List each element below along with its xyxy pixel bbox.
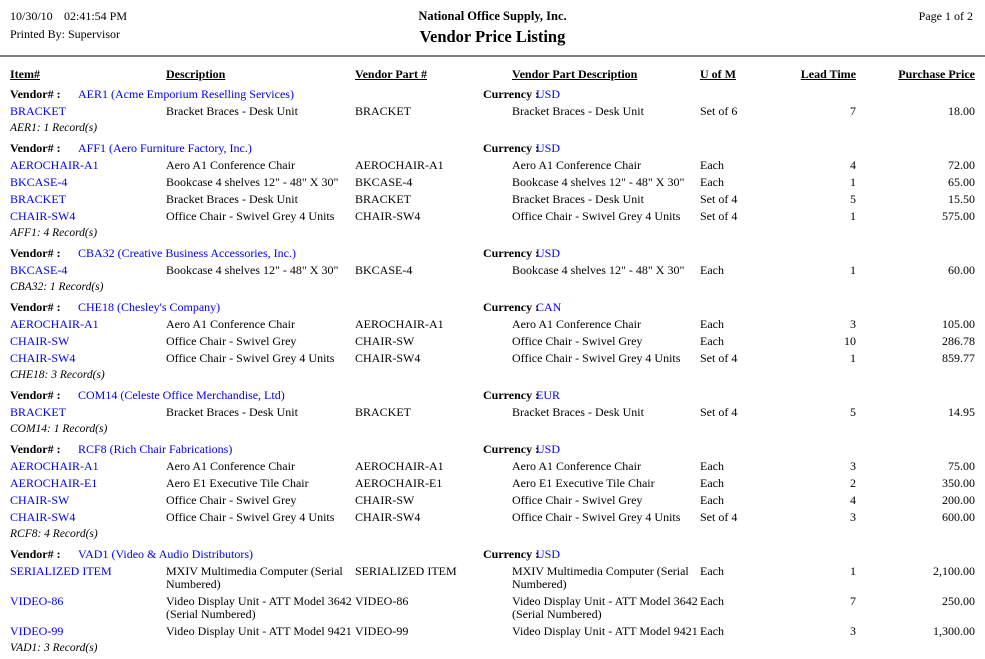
item-description: Aero A1 Conference Chair [166, 459, 295, 473]
lead-time: 3 [850, 317, 856, 331]
vendor-group [0, 389, 985, 440]
item-rows [0, 460, 985, 528]
lead-time: 3 [850, 459, 856, 473]
lead-time: 7 [850, 594, 856, 608]
item-row [0, 159, 985, 176]
purchase-price: 600.00 [942, 510, 975, 524]
item-description: Aero A1 Conference Chair [166, 158, 295, 172]
vendor-part-number: AEROCHAIR-A1 [355, 317, 444, 331]
item-link[interactable]: AEROCHAIR-A1 [10, 158, 99, 172]
item-row [0, 406, 985, 423]
vendor-part-number: SERIALIZED ITEM [355, 564, 457, 578]
vendor-part-description: Bookcase 4 shelves 12" - 48" X 30" [512, 175, 685, 189]
vendor-part-description: Bracket Braces - Desk Unit [512, 192, 644, 206]
purchase-price: 286.78 [942, 334, 975, 348]
item-description: Office Chair - Swivel Grey [166, 334, 297, 348]
group-record-count: AFF1: 4 Record(s) [10, 227, 98, 239]
currency-label: Currency : [483, 300, 540, 314]
item-link[interactable]: VIDEO-99 [10, 624, 64, 638]
report-date: 10/30/10 [10, 9, 53, 23]
item-row [0, 335, 985, 352]
currency-value: CAN [536, 300, 562, 314]
item-row [0, 264, 985, 281]
vendor-part-number: AEROCHAIR-E1 [355, 476, 443, 490]
currency-value: USD [536, 87, 561, 101]
vendor-link[interactable]: CBA32 (Creative Business Accessories, Inc.) [78, 246, 296, 260]
purchase-price: 72.00 [948, 158, 975, 172]
item-row [0, 477, 985, 494]
vendor-part-description: Aero E1 Executive Tile Chair [512, 476, 655, 490]
vendor-line [0, 301, 985, 318]
vendor-line [0, 548, 985, 565]
lead-time: 2 [850, 476, 856, 490]
item-description: Office Chair - Swivel Grey 4 Units [166, 209, 335, 223]
unit-of-measure: Each [700, 459, 724, 473]
item-link[interactable]: AEROCHAIR-A1 [10, 317, 99, 331]
lead-time: 1 [850, 263, 856, 277]
item-rows [0, 105, 985, 122]
lead-time: 1 [850, 564, 856, 578]
vendor-group [0, 301, 985, 386]
item-description: MXIV Multimedia Computer (Serial Numbered) [166, 564, 343, 591]
page-number: Page 1 of 2 [918, 9, 973, 23]
currency-value: USD [536, 246, 561, 260]
purchase-price: 200.00 [942, 493, 975, 507]
vendor-part-description: Office Chair - Swivel Grey 4 Units [512, 351, 681, 365]
vendor-number-label: Vendor# : [10, 141, 61, 155]
item-row [0, 193, 985, 210]
currency-label: Currency : [483, 547, 540, 561]
vendor-part-number: BKCASE-4 [355, 175, 413, 189]
col-header-vendor-part-description: Vendor Part Description [512, 67, 638, 81]
purchase-price: 14.95 [948, 405, 975, 419]
lead-time: 3 [850, 624, 856, 638]
item-link[interactable]: CHAIR-SW [10, 493, 70, 507]
unit-of-measure: Each [700, 493, 724, 507]
report-time: 02:41:54 PM [64, 9, 128, 23]
lead-time: 1 [850, 175, 856, 189]
item-link[interactable]: CHAIR-SW [10, 334, 70, 348]
vendor-part-number: VIDEO-99 [355, 624, 409, 638]
column-headers [0, 68, 985, 85]
vendor-part-number: CHAIR-SW4 [355, 510, 421, 524]
vendor-part-number: BRACKET [355, 104, 412, 118]
item-row [0, 494, 985, 511]
col-header-item: Item# [10, 67, 40, 81]
lead-time: 1 [850, 209, 856, 223]
unit-of-measure: Each [700, 594, 724, 608]
purchase-price: 575.00 [942, 209, 975, 223]
unit-of-measure: Each [700, 158, 724, 172]
unit-of-measure: Set of 4 [700, 351, 738, 365]
item-row [0, 210, 985, 227]
vendor-part-number: CHAIR-SW [355, 493, 415, 507]
lead-time: 5 [850, 405, 856, 419]
col-header-purchase-price: Purchase Price [898, 67, 975, 81]
col-header-description: Description [166, 67, 226, 81]
unit-of-measure: Each [700, 564, 724, 578]
vendor-line [0, 247, 985, 264]
currency-label: Currency : [483, 442, 540, 456]
currency-value: USD [536, 141, 561, 155]
item-row [0, 595, 985, 625]
currency-value: USD [536, 547, 561, 561]
item-description: Bookcase 4 shelves 12" - 48" X 30" [166, 175, 339, 189]
group-record-count: VAD1: 3 Record(s) [10, 642, 98, 654]
unit-of-measure: Set of 4 [700, 192, 738, 206]
group-record-count: CBA32: 1 Record(s) [10, 281, 104, 293]
vendor-part-number: AEROCHAIR-A1 [355, 459, 444, 473]
vendor-part-number: CHAIR-SW [355, 334, 415, 348]
item-description: Video Display Unit - ATT Model 9421 [166, 624, 352, 638]
unit-of-measure: Each [700, 263, 724, 277]
purchase-price: 18.00 [948, 104, 975, 118]
vendor-part-description: Office Chair - Swivel Grey 4 Units [512, 209, 681, 223]
item-link[interactable]: BKCASE-4 [10, 175, 68, 189]
vendor-part-description: Office Chair - Swivel Grey 4 Units [512, 510, 681, 524]
vendor-part-number: VIDEO-86 [355, 594, 409, 608]
groups [0, 88, 985, 659]
vendor-group [0, 247, 985, 298]
item-rows [0, 264, 985, 281]
currency-value: EUR [536, 388, 560, 402]
report-header [0, 0, 985, 57]
vendor-part-number: BRACKET [355, 405, 412, 419]
header-divider [0, 55, 985, 57]
currency-label: Currency : [483, 246, 540, 260]
item-link[interactable]: AEROCHAIR-A1 [10, 459, 99, 473]
item-description: Office Chair - Swivel Grey 4 Units [166, 510, 335, 524]
item-link[interactable]: BKCASE-4 [10, 263, 68, 277]
vendor-line [0, 142, 985, 159]
item-description: Bracket Braces - Desk Unit [166, 104, 298, 118]
item-row [0, 511, 985, 528]
item-row [0, 460, 985, 477]
purchase-price: 350.00 [942, 476, 975, 490]
item-rows [0, 318, 985, 369]
item-row [0, 352, 985, 369]
item-description: Office Chair - Swivel Grey [166, 493, 297, 507]
item-description: Video Display Unit - ATT Model 3642 (Serial Numbered) [166, 594, 352, 621]
item-link[interactable]: CHAIR-SW4 [10, 209, 76, 223]
col-header-vendor-part: Vendor Part # [355, 67, 427, 81]
item-rows [0, 406, 985, 423]
vendor-part-description: Bracket Braces - Desk Unit [512, 104, 644, 118]
company-name: National Office Supply, Inc. [418, 9, 567, 23]
item-description: Aero E1 Executive Tile Chair [166, 476, 309, 490]
item-rows [0, 159, 985, 227]
vendor-number-label: Vendor# : [10, 246, 61, 260]
lead-time: 5 [850, 192, 856, 206]
currency-label: Currency : [483, 388, 540, 402]
group-record-count: RCF8: 4 Record(s) [10, 528, 98, 540]
unit-of-measure: Set of 4 [700, 405, 738, 419]
vendor-part-description: Aero A1 Conference Chair [512, 459, 641, 473]
purchase-price: 250.00 [942, 594, 975, 608]
vendor-line [0, 88, 985, 105]
vendor-number-label: Vendor# : [10, 547, 61, 561]
group-record-count: COM14: 1 Record(s) [10, 423, 108, 435]
item-link[interactable]: BRACKET [10, 104, 67, 118]
item-description: Office Chair - Swivel Grey 4 Units [166, 351, 335, 365]
vendor-part-description: Office Chair - Swivel Grey [512, 334, 643, 348]
vendor-part-number: CHAIR-SW4 [355, 209, 421, 223]
vendor-part-number: CHAIR-SW4 [355, 351, 421, 365]
item-description: Aero A1 Conference Chair [166, 317, 295, 331]
unit-of-measure: Set of 4 [700, 209, 738, 223]
vendor-part-description: Bracket Braces - Desk Unit [512, 405, 644, 419]
purchase-price: 15.50 [948, 192, 975, 206]
unit-of-measure: Each [700, 334, 724, 348]
item-link[interactable]: SERIALIZED ITEM [10, 564, 112, 578]
item-description: Bracket Braces - Desk Unit [166, 405, 298, 419]
item-link[interactable]: BRACKET [10, 405, 67, 419]
unit-of-measure: Set of 6 [700, 104, 738, 118]
purchase-price: 105.00 [942, 317, 975, 331]
vendor-group [0, 88, 985, 139]
item-link[interactable]: CHAIR-SW4 [10, 510, 76, 524]
item-row [0, 625, 985, 642]
vendor-link[interactable]: RCF8 (Rich Chair Fabrications) [78, 442, 233, 456]
purchase-price: 859.77 [942, 351, 975, 365]
lead-time: 1 [850, 351, 856, 365]
purchase-price: 65.00 [948, 175, 975, 189]
item-row [0, 318, 985, 335]
vendor-part-number: BRACKET [355, 192, 412, 206]
lead-time: 4 [850, 158, 856, 172]
item-link[interactable]: VIDEO-86 [10, 594, 64, 608]
vendor-number-label: Vendor# : [10, 87, 61, 101]
printed-by: Printed By: Supervisor [10, 27, 120, 41]
vendor-group [0, 443, 985, 545]
vendor-part-description: Aero A1 Conference Chair [512, 317, 641, 331]
lead-time: 3 [850, 510, 856, 524]
item-link[interactable]: CHAIR-SW4 [10, 351, 76, 365]
item-link[interactable]: AEROCHAIR-E1 [10, 476, 98, 490]
lead-time: 4 [850, 493, 856, 507]
item-link[interactable]: BRACKET [10, 192, 67, 206]
purchase-price: 75.00 [948, 459, 975, 473]
vendor-number-label: Vendor# : [10, 300, 61, 314]
vendor-number-label: Vendor# : [10, 388, 61, 402]
report-title: Vendor Price Listing [419, 27, 566, 46]
group-record-count: CHE18: 3 Record(s) [10, 369, 105, 381]
vendor-line [0, 443, 985, 460]
vendor-part-description: Office Chair - Swivel Grey [512, 493, 643, 507]
item-rows [0, 565, 985, 642]
vendor-link[interactable]: COM14 (Celeste Office Merchandise, Ltd) [78, 388, 285, 402]
vendor-part-description: Aero A1 Conference Chair [512, 158, 641, 172]
vendor-line [0, 389, 985, 406]
unit-of-measure: Each [700, 317, 724, 331]
group-record-count: AER1: 1 Record(s) [10, 122, 98, 134]
vendor-number-label: Vendor# : [10, 442, 61, 456]
vendor-link[interactable]: VAD1 (Video & Audio Distributors) [78, 547, 254, 561]
vendor-part-description: MXIV Multimedia Computer (Serial Numbered) [512, 564, 689, 591]
vendor-link[interactable]: AER1 (Acme Emporium Reselling Services) [78, 87, 294, 101]
item-row [0, 565, 985, 595]
vendor-link[interactable]: CHE18 (Chesley's Company) [78, 300, 221, 314]
purchase-price: 1,300.00 [933, 624, 975, 638]
lead-time: 10 [844, 334, 856, 348]
unit-of-measure: Each [700, 476, 724, 490]
lead-time: 7 [850, 104, 856, 118]
col-header-lead-time: Lead Time [800, 67, 856, 81]
col-header-uofm: U of M [700, 67, 736, 81]
unit-of-measure: Each [700, 624, 724, 638]
item-description: Bracket Braces - Desk Unit [166, 192, 298, 206]
vendor-part-number: BKCASE-4 [355, 263, 413, 277]
item-row [0, 176, 985, 193]
item-description: Bookcase 4 shelves 12" - 48" X 30" [166, 263, 339, 277]
vendor-part-description: Video Display Unit - ATT Model 9421 [512, 624, 698, 638]
currency-value: USD [536, 442, 561, 456]
currency-label: Currency : [483, 141, 540, 155]
unit-of-measure: Set of 4 [700, 510, 738, 524]
vendor-part-number: AEROCHAIR-A1 [355, 158, 444, 172]
currency-label: Currency : [483, 87, 540, 101]
purchase-price: 60.00 [948, 263, 975, 277]
unit-of-measure: Each [700, 175, 724, 189]
vendor-part-description: Video Display Unit - ATT Model 3642 (Serial Numbered) [512, 594, 698, 621]
vendor-link[interactable]: AFF1 (Aero Furniture Factory, Inc.) [78, 141, 252, 155]
purchase-price: 2,100.00 [933, 564, 975, 578]
vendor-group [0, 548, 985, 659]
vendor-group [0, 142, 985, 244]
item-row [0, 105, 985, 122]
vendor-part-description: Bookcase 4 shelves 12" - 48" X 30" [512, 263, 685, 277]
